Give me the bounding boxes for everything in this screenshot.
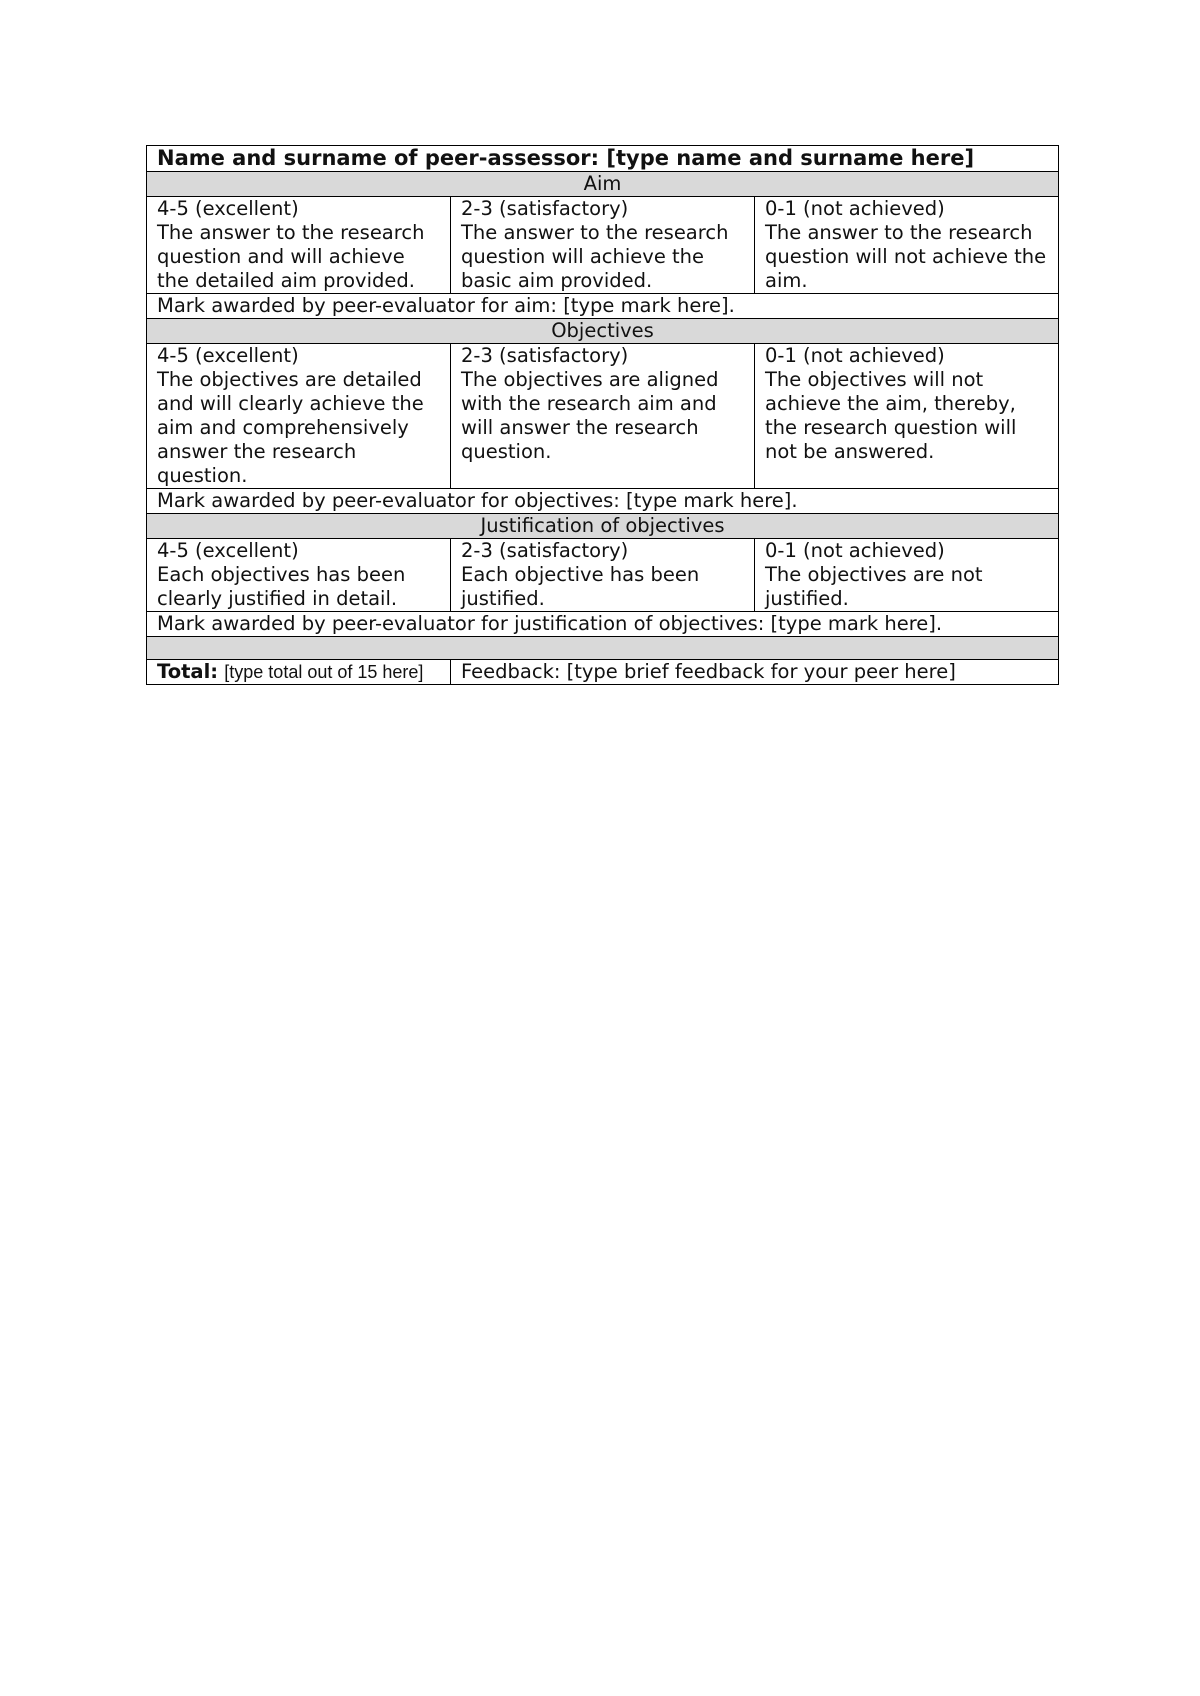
criterion-description: The objectives are detailed and will clearly achieve the aim and comprehensively answer the research question. — [157, 368, 424, 487]
criterion-cell — [147, 344, 451, 489]
criterion-description: The answer to the research question and will achieve the detailed aim provided. — [157, 221, 425, 292]
mark-field-aim[interactable]: Mark awarded by peer-evaluator for aim: [type mark here]. — [147, 294, 1059, 319]
criteria-row-aim — [147, 197, 1059, 294]
criterion-description: The objectives are aligned with the research aim and will answer the research question. — [461, 368, 719, 463]
total-value[interactable]: [type total out of 15 here] — [224, 662, 424, 682]
mark-row-aim — [147, 294, 1059, 319]
separator-row — [147, 637, 1059, 660]
mark-field-objectives[interactable]: Mark awarded by peer-evaluator for objectives: [type mark here]. — [147, 489, 1059, 514]
criterion-cell — [451, 344, 755, 489]
score-band-label: 2-3 (satisfactory) — [461, 344, 629, 367]
score-band-label: 0-1 (not achieved) — [765, 197, 945, 220]
criteria-row-justification — [147, 539, 1059, 612]
section-heading-objectives: Objectives — [147, 319, 1059, 344]
score-band-label: 2-3 (satisfactory) — [461, 197, 629, 220]
criterion-cell — [451, 539, 755, 612]
criterion-description: Each objective has been justified. — [461, 563, 700, 610]
score-band-label: 2-3 (satisfactory) — [461, 539, 629, 562]
score-band-label: 4-5 (excellent) — [157, 344, 299, 367]
criterion-cell — [451, 197, 755, 294]
section-heading-justification: Justification of objectives — [147, 514, 1059, 539]
mark-row-justification — [147, 612, 1059, 637]
criterion-description: The objectives will not achieve the aim, thereby, the research question will not be answered. — [765, 368, 1017, 463]
criterion-description: The objectives are not justified. — [765, 563, 983, 610]
section-heading-row — [147, 172, 1059, 197]
section-heading-row — [147, 319, 1059, 344]
score-band-label: 0-1 (not achieved) — [765, 539, 945, 562]
score-band-label: 4-5 (excellent) — [157, 197, 299, 220]
peer-assessment-rubric — [146, 145, 1059, 685]
criterion-description: Each objectives has been clearly justified in detail. — [157, 563, 406, 610]
criterion-description: The answer to the research question will achieve the basic aim provided. — [461, 221, 729, 292]
criterion-cell — [147, 539, 451, 612]
criterion-cell — [755, 344, 1059, 489]
criterion-cell — [147, 197, 451, 294]
feedback-field[interactable]: Feedback: [type brief feedback for your peer here] — [451, 660, 1059, 685]
separator-band — [147, 637, 1059, 660]
total-label: Total: — [157, 660, 219, 683]
mark-row-objectives — [147, 489, 1059, 514]
score-band-label: 0-1 (not achieved) — [765, 344, 945, 367]
assessor-name-row — [147, 146, 1059, 172]
total-field[interactable] — [147, 660, 451, 685]
criteria-row-objectives — [147, 344, 1059, 489]
mark-field-justification[interactable]: Mark awarded by peer-evaluator for justification of objectives: [type mark here]. — [147, 612, 1059, 637]
total-feedback-row — [147, 660, 1059, 685]
criterion-cell — [755, 539, 1059, 612]
section-heading-row — [147, 514, 1059, 539]
assessor-name-field[interactable]: Name and surname of peer-assessor: [type name and surname here] — [147, 146, 1059, 172]
section-heading-aim: Aim — [147, 172, 1059, 197]
criterion-description: The answer to the research question will not achieve the aim. — [765, 221, 1047, 292]
criterion-cell — [755, 197, 1059, 294]
score-band-label: 4-5 (excellent) — [157, 539, 299, 562]
